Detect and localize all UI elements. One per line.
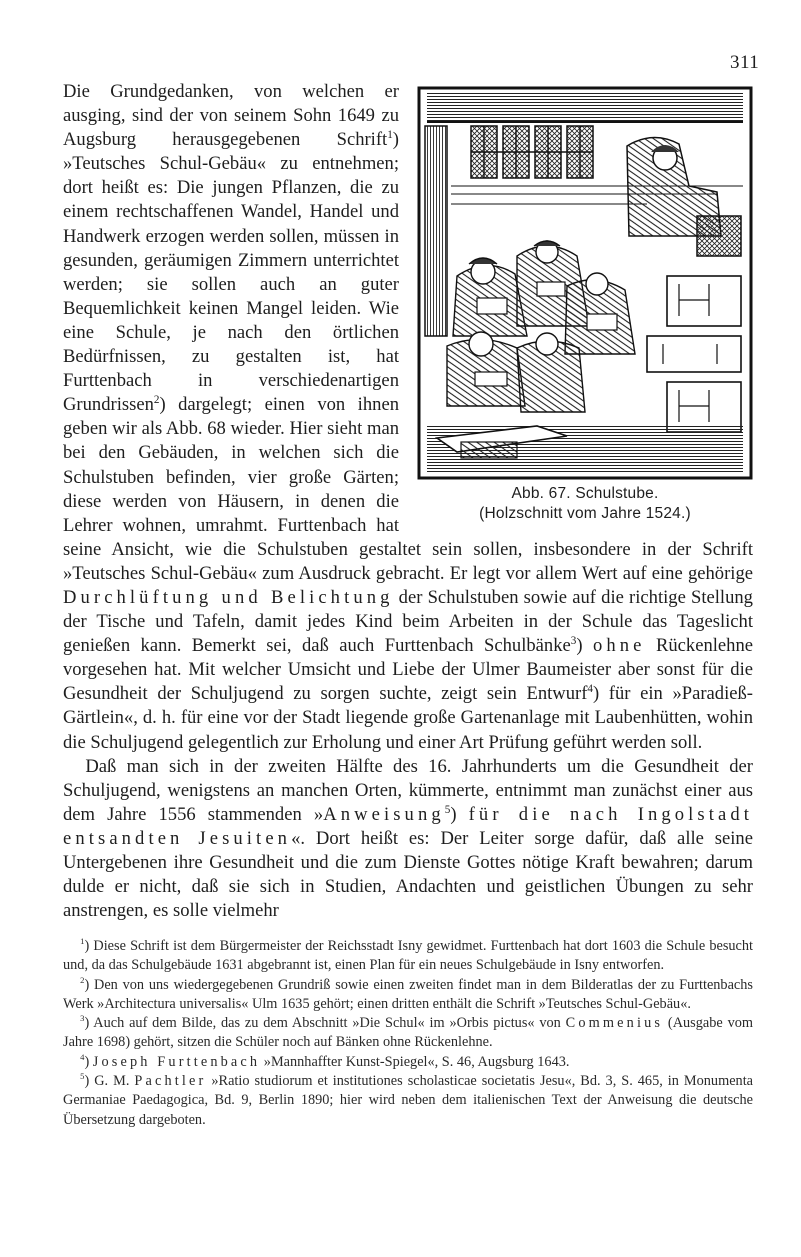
spaced-emphasis: Durchlüftung und Belichtung xyxy=(63,586,394,608)
body-text xyxy=(63,80,753,923)
footnote-4: $^4$) Joseph Furttenbach »Mannhaffter Kunst-Spiegel«, S. 46, Augsburg 1643. xyxy=(80,1052,570,1070)
caption-source: (Holzschnitt vom Jahre 1524.) xyxy=(479,505,691,522)
woodcut-schoolroom-image xyxy=(417,86,753,480)
footnote-5: $^5$) G. M. Pachtler »Ratio studiorum et institutiones scholasticae societatis Jesu«, Bd. 3, S. 465, in Monumenta Germaniae Paedagogica, Bd. 9, Berlin 1890; hier wird neben dem italienischen Text der Anweisung die deutsche Übersetzung dargeboten. xyxy=(63,1071,754,1128)
caption-title: Abb. 67. Schulstube. xyxy=(511,485,659,502)
page-number: 311 xyxy=(730,52,760,73)
footnote-ref-2[interactable]: 2 xyxy=(153,394,160,407)
footnote-2: $^2$) Den von uns wiedergegebenen Grundriß sowie einen zweiten findet man in dem Bilderatlas der zu Furttenbachs Werk »Architectura universalis« Ulm 1635 gehört; einen dritten enthält die Schrift »Teutsches Schul-Gebäu«. xyxy=(63,974,753,1012)
paragraph-1: Die Grundgedanken, von welchen er ausging, sind der von seinem Sohn 1649 zu Augsburg herausgegebenen Schrift$^1$) »Teutsches Schul-Gebäu« zu entnehmen; dort heißt es: Die jungen Pflanzen, die zu einem rechtschaffenen Wandel, Handel und Handwerk erzogen werden sollen, müssen in gesunden, geräumigen Zimmern unterrichtet werden; sie sollen auch an guter Bequemlichkeit keinen Mangel leiden. Wie eine Schule, je nach den örtlichen Bedürfnissen, zu gestalten ist, hat Furttenbach in verschiedenartigen Grundrissen$^2$) dargelegt; einen von ihnen geben wir als Abb. 68 wieder. Hier sieht man bei den Gebäuden, in welchen sich die Schulstuben befinden, vier große Gärten; diese werden von Häusern, in denen die Lehrer wohnen, umrahmt. Furttenbach hat seine Ansicht, wie die Schulstuben gestaltet sein sollen, insbesondere in der Schrift »Teutsches Schul-Gebäu« zum Ausdruck gebracht. Er legt vor allem Wert auf eine gehörige Durchlüftung und Belichtung der Schulstuben sowie auf die richtige Stellung der Tische und Tafeln, damit jedes Kind beim Arbeiten in der Schule das Tageslicht genießen kann. Bemerkt sei, daß auch Furttenbach Schulbänke$^3$) ohne Rückenlehne vorgesehen hat. Mit welcher Umsicht und Liebe der Ulmer Baumeister aber sonst für die Gesundheit der Schuljugend zu sorgen suchte, zeigt sein Entwurf$^4$) für ein »Paradieß-Gärtlein«, d. h. für eine vor der Stadt liegende große Gartenanlage mit Laubenhütten, wohin die Schuljugend gelegentlich zur Erholung und einer Art Prüfung geführt werden soll. xyxy=(63,81,754,753)
footnote-ref-1[interactable]: 1 xyxy=(387,129,393,141)
footnote-1: $^1$) Diese Schrift ist dem Bürgermeister der Reichsstadt Isny gewidmet. Furttenbach hat dort 1603 die Schule besucht und, da das Schulgebäude 1631 abgebrannt ist, einen Plan für ein neues Schulgebäude in Isny entworfen. xyxy=(63,936,753,974)
spaced-emphasis: für die nach Ingolstadt entsandten Jesuiten xyxy=(63,803,753,849)
footnote-ref-3[interactable]: 3 xyxy=(570,634,577,647)
footnotes xyxy=(63,937,753,1130)
footnote-ref-4[interactable]: 4 xyxy=(587,683,593,696)
footnote-ref-5[interactable]: 5 xyxy=(444,803,451,816)
figure-caption xyxy=(417,484,753,524)
figure-67 xyxy=(417,86,753,524)
footnote-3: $^3$) Auch auf dem Bilde, das zu dem Abschnitt »Die Schul« im »Orbis pictus« von Commenius (Ausgabe vom Jahre 1698) gehört, sitzen die Schüler noch auf Bänken ohne Rückenlehne. xyxy=(63,1013,753,1051)
spaced-emphasis: ohne xyxy=(593,635,646,657)
paragraph-2: Daß man sich in der zweiten Hälfte des 16. Jahrhunderts um die Gesundheit der Schuljugend, wenigstens an manchen Orten, kümmerte, entnimmt man zunächst einer aus dem Jahre 1556 stammenden »Anweisung$^5$) für die nach Ingolstadt entsandten Jesuiten«. Dort heißt es: Der Leiter sorge dafür, daß alle seine Untergebenen ihre Gesundheit und die zum Dienste Gottes nötige Kraft bewahren; darum dulde er nicht, daß sie sich in Studien, Andachten und geistlichen Übungen zu sehr anstrengen, es solle vielmehr xyxy=(63,755,753,922)
spaced-emphasis: Anweisung xyxy=(323,803,445,825)
